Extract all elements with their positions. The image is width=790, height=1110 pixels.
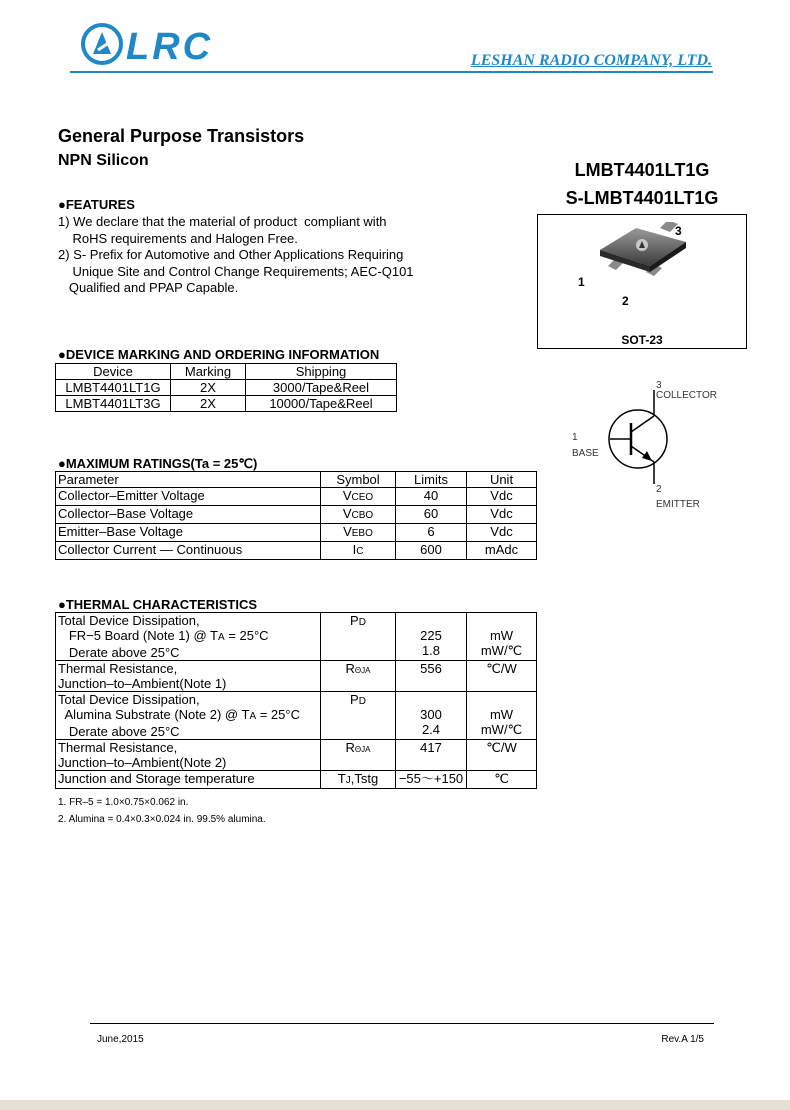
note-2: 2. Alumina = 0.4×0.3×0.024 in. 99.5% alumina. — [58, 814, 266, 825]
table-cell: Thermal Resistance, Junction–to–Ambient(Note 1) — [56, 661, 321, 692]
table-cell: ℃/W — [467, 740, 537, 771]
table-header: Parameter — [56, 472, 321, 488]
table-cell: LMBT4401LT1G — [56, 380, 171, 396]
logo-text: LRC — [126, 26, 214, 68]
sot23-package-image — [590, 222, 700, 284]
symbol-cell: TJ,Tstg — [321, 771, 396, 789]
table-header: Limits — [396, 472, 467, 488]
symbol-cell: IC — [321, 542, 396, 560]
table-row — [56, 524, 537, 542]
features-list — [58, 214, 414, 297]
table-cell: Collector Current — Continuous — [56, 542, 321, 560]
table-header-row — [56, 472, 537, 488]
table-row — [56, 692, 537, 740]
part-number-2: S-LMBT4401LT1G — [565, 188, 719, 208]
symbol-cell: RΘJA — [321, 661, 396, 692]
table-row — [56, 740, 537, 771]
table-cell: Total Device Dissipation, FR−5 Board (Note 1) @ TA = 25°C Derate above 25°C — [56, 613, 321, 661]
collector-label: COLLECTOR — [656, 390, 717, 401]
table-cell: 3000/Tape&Reel — [246, 380, 397, 396]
table-cell: Total Device Dissipation, Alumina Substrate (Note 2) @ TA = 25°C Derate above 25°C — [56, 692, 321, 740]
table-cell: ℃ — [467, 771, 537, 789]
table-cell: Vdc — [467, 506, 537, 524]
table-header-row — [56, 364, 397, 380]
footer-rule — [90, 1023, 714, 1024]
page-title: General Purpose Transistors — [58, 126, 305, 146]
table-cell: 225 1.8 — [396, 613, 467, 661]
header-rule — [70, 71, 713, 73]
table-cell: Thermal Resistance, Junction–to–Ambient(Note 2) — [56, 740, 321, 771]
table-row — [56, 380, 397, 396]
package-pin2-label: 2 — [622, 294, 629, 308]
feature-line: RoHS requirements and Halogen Free. — [58, 230, 298, 246]
table-cell: 2X — [171, 396, 246, 412]
table-cell: Vdc — [467, 488, 537, 506]
table-cell: 40 — [396, 488, 467, 506]
collector-pin-number: 3 — [656, 380, 662, 391]
table-cell: Emitter–Base Voltage — [56, 524, 321, 542]
package-name: SOT-23 — [621, 333, 663, 347]
table-header: Marking — [171, 364, 246, 380]
table-cell: Collector–Emitter Voltage — [56, 488, 321, 506]
table-row — [56, 506, 537, 524]
max-ratings-table — [55, 471, 537, 560]
table-row — [56, 488, 537, 506]
base-label: BASE — [572, 448, 599, 459]
table-cell: Vdc — [467, 524, 537, 542]
feature-line: Qualified and PPAP Capable. — [58, 280, 239, 295]
features-heading: ●FEATURES — [58, 197, 135, 212]
max-ratings-heading: ●MAXIMUM RATINGS(Ta = 25℃) — [58, 456, 258, 471]
symbol-cell: RΘJA — [321, 740, 396, 771]
symbol-cell: PD — [321, 613, 396, 661]
symbol-cell: VCBO — [321, 506, 396, 524]
page-subtitle: NPN Silicon — [58, 152, 149, 169]
table-cell: 600 — [396, 542, 467, 560]
table-row — [56, 542, 537, 560]
table-cell: mAdc — [467, 542, 537, 560]
table-cell: 60 — [396, 506, 467, 524]
note-1: 1. FR–5 = 1.0×0.75×0.062 in. — [58, 797, 189, 808]
table-cell: −55～+150 — [396, 771, 467, 789]
footer-revision: Rev.A 1/5 — [661, 1034, 704, 1045]
ordering-heading: ●DEVICE MARKING AND ORDERING INFORMATION — [58, 347, 380, 362]
company-name: LESHAN RADIO COMPANY, LTD. — [470, 52, 712, 69]
feature-line: 2) S- Prefix for Automotive and Other Applications Requiring — [58, 247, 404, 262]
table-cell: Junction and Storage temperature — [56, 771, 321, 789]
symbol-cell: PD — [321, 692, 396, 740]
emitter-label: EMITTER — [656, 499, 700, 510]
table-cell: ℃/W — [467, 661, 537, 692]
footer-date: June,2015 — [97, 1034, 144, 1045]
thermal-heading: ●THERMAL CHARACTERISTICS — [58, 597, 257, 612]
table-header: Unit — [467, 472, 537, 488]
table-cell: 2X — [171, 380, 246, 396]
table-cell: 300 2.4 — [396, 692, 467, 740]
table-cell: 6 — [396, 524, 467, 542]
table-cell: 556 — [396, 661, 467, 692]
package-pin1-label: 1 — [578, 275, 585, 289]
ordering-table — [55, 363, 397, 412]
table-header: Shipping — [246, 364, 397, 380]
table-row — [56, 771, 537, 789]
table-header: Symbol — [321, 472, 396, 488]
table-header: Device — [56, 364, 171, 380]
emitter-pin-number: 2 — [656, 484, 662, 495]
symbol-cell: VCEO — [321, 488, 396, 506]
table-cell: mW mW/℃ — [467, 692, 537, 740]
table-row — [56, 613, 537, 661]
table-cell: 417 — [396, 740, 467, 771]
table-cell: 10000/Tape&Reel — [246, 396, 397, 412]
feature-line: Unique Site and Control Change Requirements; AEC-Q101 — [58, 263, 414, 279]
page-bottom-edge — [0, 1100, 790, 1110]
table-cell: Collector–Base Voltage — [56, 506, 321, 524]
part-number-1: LMBT4401LT1G — [574, 160, 710, 180]
thermal-table — [55, 612, 537, 789]
table-cell: mW mW/℃ — [467, 613, 537, 661]
table-row — [56, 396, 397, 412]
lrc-logo-icon — [80, 22, 124, 66]
symbol-cell: VEBO — [321, 524, 396, 542]
table-row — [56, 661, 537, 692]
feature-line: 1) We declare that the material of product compliant with — [58, 214, 387, 229]
package-pin3-label: 3 — [675, 224, 682, 238]
table-cell: LMBT4401LT3G — [56, 396, 171, 412]
base-pin-number: 1 — [572, 432, 578, 443]
